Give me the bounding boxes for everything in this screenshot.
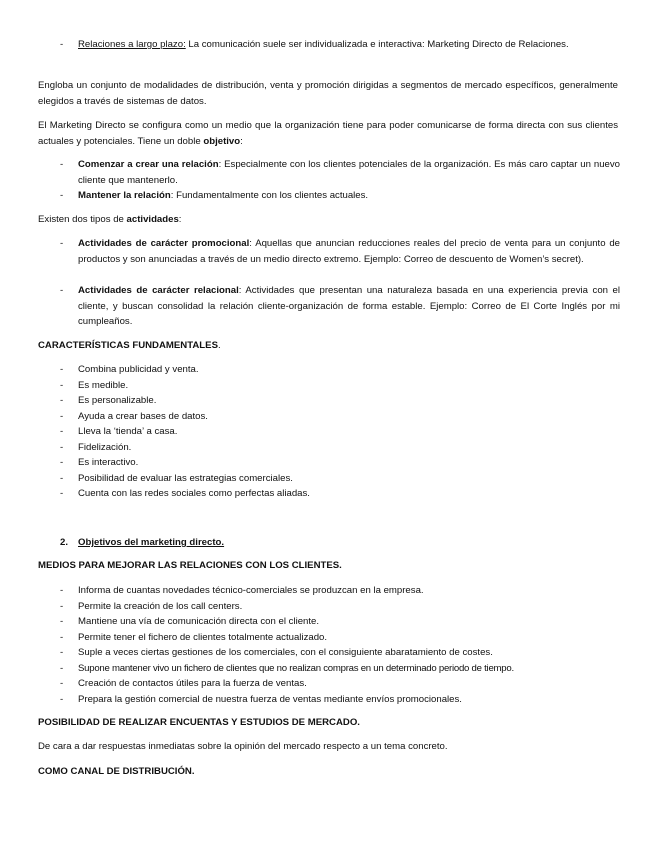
section-heading-objetivos: 2. Objetivos del marketing directo. — [60, 537, 225, 548]
heading-encuestas: POSIBILIDAD DE REALIZAR ENCUENTAS Y ESTUDIOS DE MERCADO. — [38, 717, 360, 728]
list-item-relaciones-largo-plazo: - Relaciones a largo plazo: La comunicación suele ser individualizada e interactiva: Marketing Directo de Relaciones. — [60, 37, 620, 53]
list-item-caracteristica: - Combina publicidad y venta. — [60, 364, 199, 375]
list-item-caracteristica: - Cuenta con las redes sociales como perfectas aliadas. — [60, 488, 310, 499]
paragraph-marketing-directo: El Marketing Directo se configura como un medio que la organización tiene para poder comunicarse de forma directa con sus clientes actuales y potenciales. Tiene un doble objetivo: — [38, 120, 618, 147]
heading-canal-distribucion: COMO CANAL DE DISTRIBUCIÓN. — [38, 766, 195, 777]
paragraph-tipos-actividades: Existen dos tipos de actividades: — [38, 214, 182, 225]
relaciones-largo-plazo-term: Relaciones a largo plazo: — [78, 39, 186, 50]
list-item-medio: - Permite la creación de los call centers. — [60, 600, 243, 612]
list-item-caracteristica: - Posibilidad de evaluar las estrategias comerciales. — [60, 472, 293, 484]
list-item-medio: - Informa de cuantas novedades técnico-comerciales se produzcan en la empresa. — [60, 585, 424, 596]
list-item-medio: - Mantiene una vía de comunicación directa con el cliente. — [60, 616, 320, 627]
list-item-medio: - Permite tener el fichero de clientes totalmente actualizado. — [60, 631, 328, 643]
heading-medios: MEDIOS PARA MEJORAR LAS RELACIONES CON LOS CLIENTES. — [38, 560, 342, 571]
paragraph-encuestas: De cara a dar respuestas inmediatas sobre la opinión del mercado respecto a un tema concreto. — [38, 741, 448, 752]
list-item-objetivo: - Comenzar a crear una relación: Especialmente con los clientes potenciales de la organización. Es más caro captar un nuevo cliente que mantenerlo. — [60, 159, 620, 186]
heading-caracteristicas: CARACTERÍSTICAS FUNDAMENTALES. — [38, 340, 221, 351]
list-item-medio: - Suple a veces ciertas gestiones de los comerciales, con el consiguiente abaratamiento de costes. — [60, 647, 493, 658]
list-item-caracteristica: - Es personalizable. — [60, 395, 157, 406]
list-item-caracteristica: - Es medible. — [60, 379, 129, 391]
list-item-caracteristica: - Es interactivo. — [60, 457, 139, 468]
list-item-caracteristica: - Lleva la ‘tienda’ a casa. — [60, 426, 178, 437]
list-item-caracteristica: - Fidelización. — [60, 441, 132, 453]
bullet-dash: - — [60, 39, 64, 50]
list-item-medio: - Creación de contactos útiles para la fuerza de ventas. — [60, 678, 307, 689]
list-item-actividad: - Actividades de carácter promocional: Aquellas que anuncian reducciones reales del precio de venta para un conjunto de productos y son anunciadas a través de un medio directo extremo. Ejemplo: Correo de descuento de Women’s secret). — [60, 238, 620, 265]
list-item-actividad: - Actividades de carácter relacional: Actividades que presentan una naturaleza basada en una experiencia previa con el cliente, y buscan consolidad la relación cliente-organización de forma estable. Ejemplo: Correo de El Corte Inglés por mi cumpleaños. — [60, 285, 620, 328]
list-item-objetivo: - Mantener la relación: Fundamentalmente con los clientes actuales. — [60, 190, 369, 201]
list-item-caracteristica: - Ayuda a crear bases de datos. — [60, 410, 208, 422]
list-item-medio: - Supone mantener vivo un fichero de clientes que no realizan compras en un determinado periodo de tiempo. — [60, 662, 514, 674]
paragraph-engloba: Engloba un conjunto de modalidades de distribución, venta y promoción dirigidas a segmentos de mercado específicos, generalmente elegidos a través de sistemas de datos. — [38, 80, 618, 107]
list-item-medio: - Prepara la gestión comercial de nuestra fuerza de ventas mediante envíos promocionales. — [60, 693, 462, 705]
